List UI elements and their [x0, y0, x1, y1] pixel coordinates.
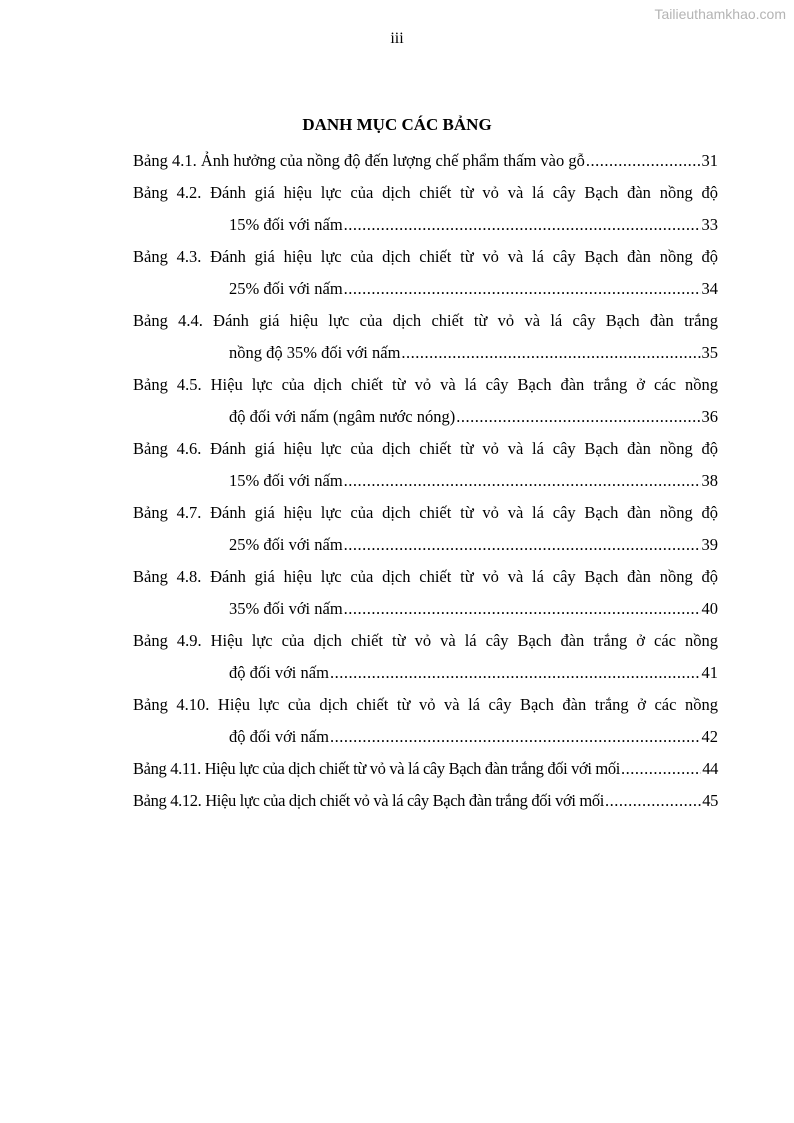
toc-entry-text: Bảng 4.12. Hiệu lực của dịch chiết vỏ và lá cây Bạch đàn trắng đối với mối: [133, 791, 605, 810]
toc-entry-text: Bảng 4.6. Đánh giá hiệu lực của dịch chiết từ vỏ và lá cây Bạch đàn nồng độ: [133, 439, 718, 458]
toc-page-number: 34: [701, 279, 718, 298]
toc-entry-4-5[interactable]: [133, 369, 718, 433]
toc-line: [133, 657, 718, 689]
toc-entry-continuation: 25% đối với nấm: [229, 279, 343, 298]
dot-leader: [344, 209, 701, 241]
toc-line: [133, 785, 718, 817]
dot-leader: [344, 273, 701, 305]
toc-entry-text: Bảng 4.1. Ảnh hưởng của nồng độ đến lượng chế phẩm thấm vào gỗ: [133, 151, 585, 170]
toc-entry-continuation: 35% đối với nấm: [229, 599, 343, 618]
dot-leader: [344, 593, 701, 625]
dot-leader: [401, 337, 700, 369]
toc-entry-continuation: nồng độ 35% đối với nấm: [229, 343, 401, 362]
page-number: iii: [390, 30, 404, 47]
dot-leader: [456, 401, 700, 433]
toc-page-number: 40: [701, 599, 718, 618]
toc-entry-4-10[interactable]: [133, 689, 718, 753]
toc-page-number: 31: [701, 151, 718, 170]
toc-entry-4-11[interactable]: [133, 753, 718, 785]
toc-entry-4-1[interactable]: [133, 145, 718, 177]
toc-page-number: 38: [701, 471, 718, 490]
toc-line: [133, 721, 718, 753]
toc-line: [133, 209, 718, 241]
toc-entry-text: Bảng 4.11. Hiệu lực của dịch chiết từ vỏ và lá cây Bạch đàn trắng đối với mối: [133, 759, 621, 778]
toc-entry-text: Bảng 4.2. Đánh giá hiệu lực của dịch chiết từ vỏ và lá cây Bạch đàn nồng độ: [133, 183, 718, 202]
toc-line: [133, 401, 718, 433]
toc-line: [133, 273, 718, 305]
toc-entry-text: Bảng 4.8. Đánh giá hiệu lực của dịch chiết từ vỏ và lá cây Bạch đàn nồng độ: [133, 567, 718, 586]
toc-entry-continuation: 15% đối với nấm: [229, 215, 343, 234]
toc-line: [133, 465, 718, 497]
toc-entry-4-7[interactable]: [133, 497, 718, 561]
dot-leader: [330, 657, 701, 689]
toc-entry-continuation: độ đối với nấm: [229, 727, 329, 746]
toc-entry-text: Bảng 4.3. Đánh giá hiệu lực của dịch chiết từ vỏ và lá cây Bạch đàn nồng độ: [133, 247, 718, 266]
dot-leader: [330, 721, 701, 753]
dot-leader: [344, 529, 701, 561]
toc-line: [133, 529, 718, 561]
toc-entry-text: Bảng 4.9. Hiệu lực của dịch chiết từ vỏ và lá cây Bạch đàn trắng ở các nồng: [133, 631, 718, 650]
toc-page-number: 33: [701, 215, 718, 234]
toc-entry-continuation: độ đối với nấm: [229, 663, 329, 682]
toc-page-number: 42: [701, 727, 718, 746]
dot-leader: [605, 785, 701, 817]
toc-line: [133, 145, 718, 177]
toc-page-number: 39: [701, 535, 718, 554]
toc-entry-4-8[interactable]: [133, 561, 718, 625]
toc-entry-4-12[interactable]: [133, 785, 718, 817]
dot-leader: [586, 145, 701, 177]
toc-line: [133, 337, 718, 369]
toc-entry-text: Bảng 4.10. Hiệu lực của dịch chiết từ vỏ và lá cây Bạch đàn trắng ở các nồng: [133, 695, 718, 714]
dot-leader: [621, 753, 701, 785]
table-list: [133, 145, 718, 817]
toc-entry-4-4[interactable]: [133, 305, 718, 369]
toc-entry-continuation: 15% đối với nấm: [229, 471, 343, 490]
toc-page-number: 36: [701, 407, 718, 426]
toc-page-number: 35: [701, 343, 718, 362]
toc-entry-text: Bảng 4.5. Hiệu lực của dịch chiết từ vỏ và lá cây Bạch đàn trắng ở các nồng: [133, 375, 718, 394]
toc-line: [133, 753, 718, 785]
toc-page-number: 41: [701, 663, 718, 682]
toc-entry-4-3[interactable]: [133, 241, 718, 305]
toc-entry-continuation: độ đối với nấm (ngâm nước nóng): [229, 407, 456, 426]
watermark: Tailieuthamkhao.com: [654, 6, 786, 22]
toc-entry-4-9[interactable]: [133, 625, 718, 689]
toc-entry-continuation: 25% đối với nấm: [229, 535, 343, 554]
toc-page-number: 44: [702, 759, 718, 778]
toc-entry-text: Bảng 4.7. Đánh giá hiệu lực của dịch chiết từ vỏ và lá cây Bạch đàn nồng độ: [133, 503, 718, 522]
toc-line: [133, 593, 718, 625]
toc-page-number: 45: [702, 791, 718, 810]
toc-entry-4-6[interactable]: [133, 433, 718, 497]
toc-entry-text: Bảng 4.4. Đánh giá hiệu lực của dịch chiết từ vỏ và lá cây Bạch đàn trắng: [133, 311, 718, 330]
dot-leader: [344, 465, 701, 497]
toc-entry-4-2[interactable]: [133, 177, 718, 241]
page-title: DANH MỤC CÁC BẢNG: [302, 115, 492, 134]
